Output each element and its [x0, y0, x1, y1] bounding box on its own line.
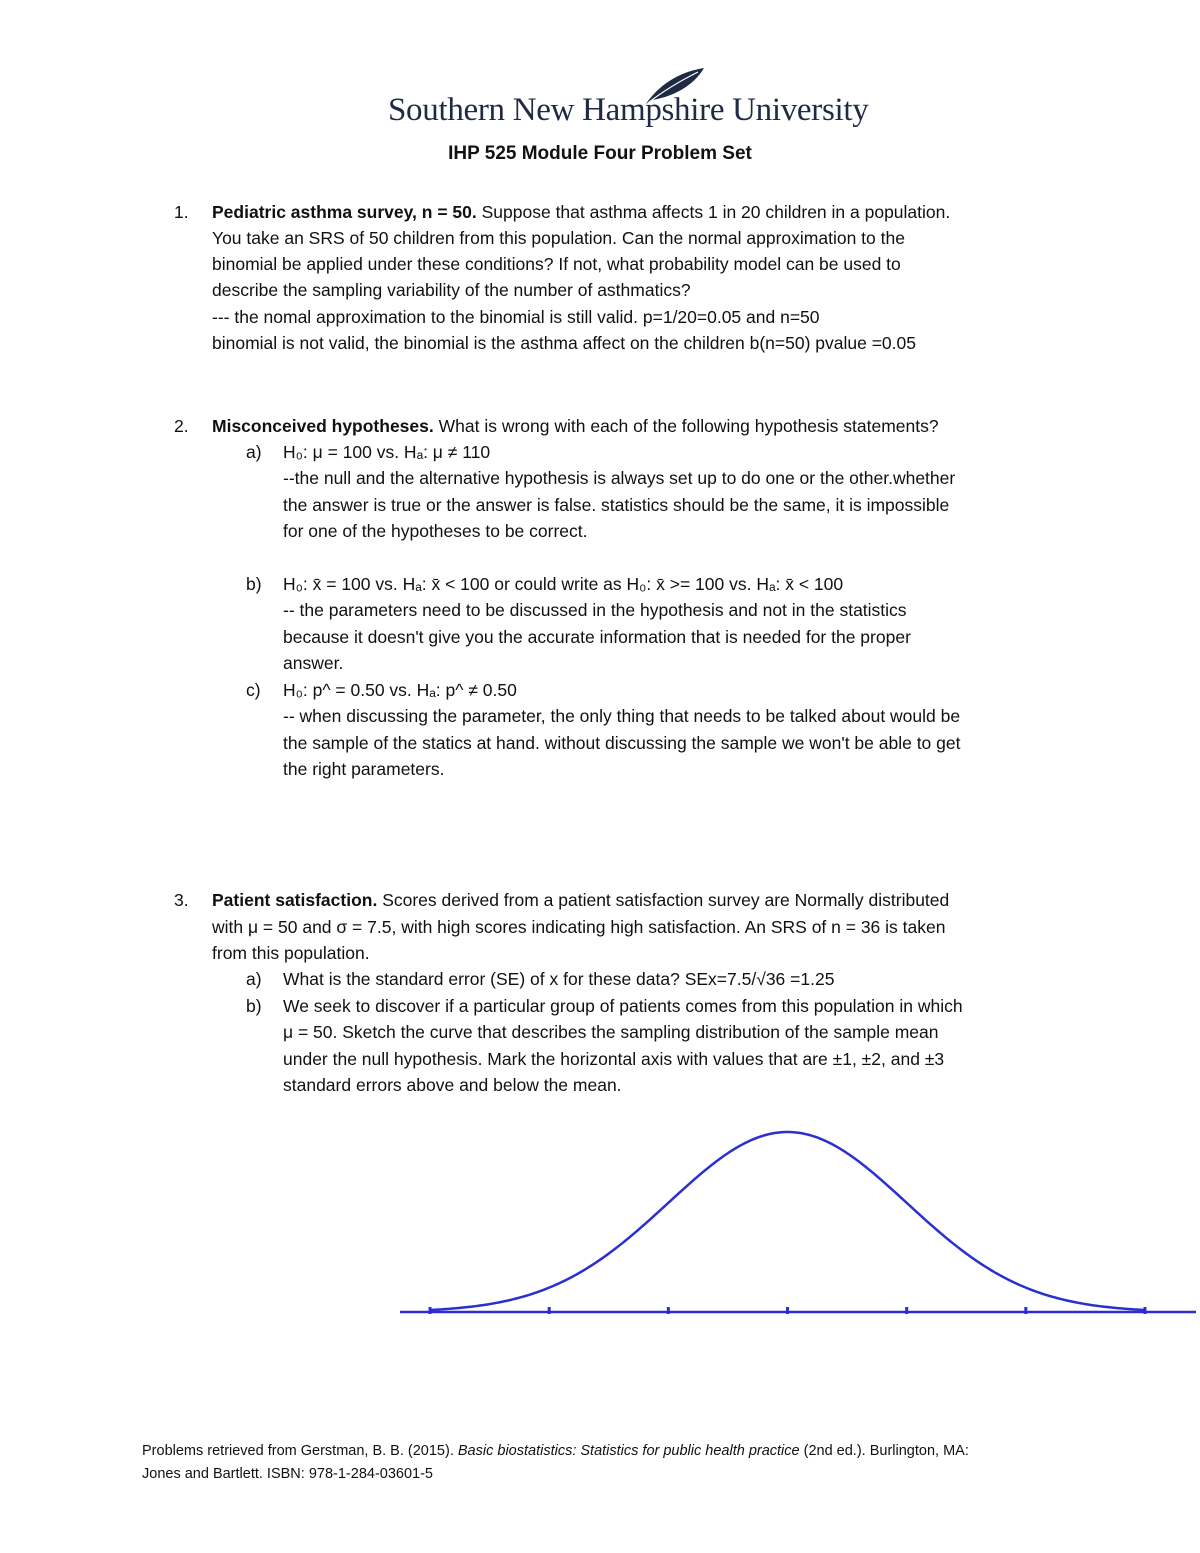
q2-text-1: What is wrong with each of the following hypothesis statements? [438, 416, 939, 436]
footer-citation [142, 1440, 1142, 1486]
q2b-label: b) [246, 574, 262, 594]
normal-curve-chart [398, 1128, 1198, 1320]
footer-book-title: Basic biostatistics: Statistics for public health practice [457, 1443, 800, 1459]
footer-line-2: Jones and Bartlett. ISBN: 978-1-284-03601-5 [142, 1466, 433, 1482]
q3b-text-1: We seek to discover if a particular group of patients comes from this population in which [283, 996, 963, 1016]
q1-heading: Pediatric asthma survey, n = 50. [212, 202, 477, 222]
q3b-text-4: standard errors above and below the mean. [283, 1075, 622, 1095]
q3a-text: What is the standard error (SE) of x for these data? SEx=7.5/√36 =1.25 [283, 969, 835, 989]
q3-heading: Patient satisfaction. [212, 890, 378, 910]
q2c-answer-1: -- when discussing the parameter, the only thing that needs to be talked about would be [283, 706, 961, 726]
q1-line-1 [212, 200, 950, 224]
q2-line-1 [212, 414, 939, 438]
normal-curve [430, 1132, 1145, 1310]
q2a-answer-3: for one of the hypotheses to be correct. [283, 521, 588, 541]
q1-answer-2: binomial is not valid, the binomial is the asthma affect on the children b(n=50) pvalue =0.05 [212, 333, 916, 353]
page-title: IHP 525 Module Four Problem Set [448, 143, 752, 164]
q3b-text-2: μ = 50. Sketch the curve that describes the sampling distribution of the sample mean [283, 1022, 939, 1042]
q2a-label: a) [246, 442, 262, 462]
q2b-answer-2: because it doesn't give you the accurate information that is needed for the proper [283, 627, 911, 647]
university-logo [388, 68, 869, 136]
q2c-label: c) [246, 680, 261, 700]
footer-post: (2nd ed.). Burlington, MA: [799, 1443, 969, 1459]
q3a-label: a) [246, 969, 262, 989]
q3b-text-3: under the null hypothesis. Mark the horizontal axis with values that are ±1, ±2, and ±3 [283, 1049, 945, 1069]
q2c-answer-3: the right parameters. [283, 759, 445, 779]
q2c-hypothesis: H₀: p^ = 0.50 vs. Hₐ: p^ ≠ 0.50 [283, 680, 517, 700]
q3-line-1 [212, 888, 949, 912]
q3-line-2: with μ = 50 and σ = 7.5, with high scores indicating high satisfaction. An SRS of n = 36 is taken [212, 917, 946, 937]
q3-number: 3. [174, 890, 189, 910]
q2a-answer-1: --the null and the alternative hypothesis is always set up to do one or the other.whether [283, 468, 956, 488]
q2c-answer-2: the sample of the statics at hand. without discussing the sample we won't be able to get [283, 733, 961, 753]
q2-number: 2. [174, 416, 189, 436]
q2a-hypothesis: H₀: μ = 100 vs. Hₐ: μ ≠ 110 [283, 442, 491, 462]
footer-line-1 [142, 1440, 1142, 1463]
q2b-hypothesis: H₀: x̄ = 100 vs. Hₐ: x̄ < 100 or could write as H₀: x̄ >= 100 vs. Hₐ: x̄ < 100 [283, 574, 844, 594]
q1-number: 1. [174, 202, 189, 222]
q1-line-4: describe the sampling variability of the number of asthmatics? [212, 280, 691, 300]
q2-heading: Misconceived hypotheses. [212, 416, 434, 436]
q2b-answer-3: answer. [283, 653, 344, 673]
q1-line-2: You take an SRS of 50 children from this population. Can the normal approximation to the [212, 228, 905, 248]
footer-pre: Problems retrieved from Gerstman, B. B. (2015). [142, 1443, 458, 1459]
q1-line-3: binomial be applied under these conditions? If not, what probability model can be used to [212, 254, 901, 274]
q3-line-3: from this population. [212, 943, 370, 963]
q3-text-1: Scores derived from a patient satisfaction survey are Normally distributed [382, 890, 950, 910]
q2b-answer-1: -- the parameters need to be discussed in the hypothesis and not in the statistics [283, 600, 907, 620]
q1-answer-1: --- the nomal approximation to the binomial is still valid. p=1/20=0.05 and n=50 [212, 307, 820, 327]
q1-text-1: Suppose that asthma affects 1 in 20 children in a population. [481, 202, 951, 222]
q2a-answer-2: the answer is true or the answer is false. statistics should be the same, it is impossible [283, 495, 950, 515]
q3b-label: b) [246, 996, 262, 1016]
logo-text: Southern New Hampshire University [388, 92, 869, 128]
